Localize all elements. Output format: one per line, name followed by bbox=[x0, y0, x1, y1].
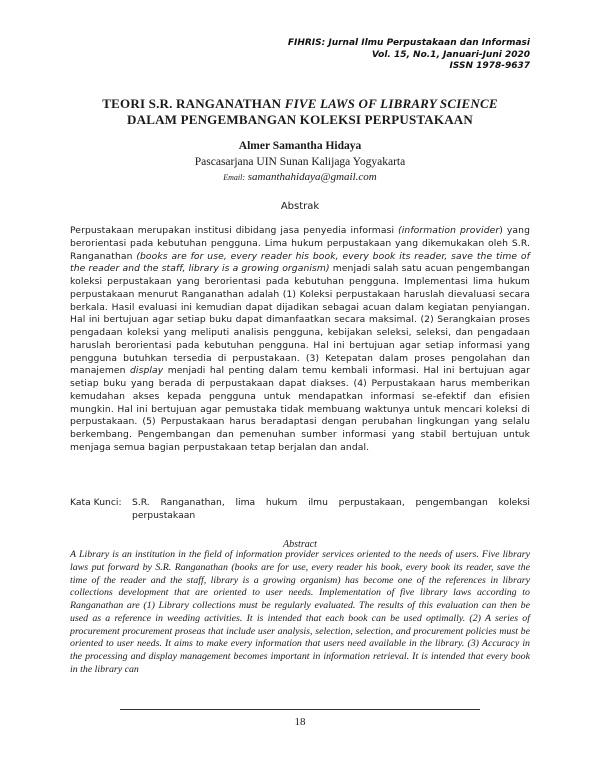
abstract-en-heading: Abstract bbox=[283, 539, 317, 550]
title-part-1: TEORI S.R. RANGANATHAN bbox=[102, 96, 282, 111]
abstract-id-body bbox=[70, 225, 530, 455]
author-email[interactable]: samanthahidaya@gmail.com bbox=[247, 171, 377, 183]
author-affiliation: Pascasarjana UIN Sunan Kalijaga Yogyakarta bbox=[194, 156, 406, 168]
author-name: Almer Samantha Hidaya bbox=[238, 140, 362, 152]
title-part-italic: FIVE LAWS OF LIBRARY SCIENCE bbox=[284, 96, 498, 111]
abstract-id-italic: display bbox=[129, 365, 164, 377]
abstract-id-italic: (information provider bbox=[398, 225, 500, 236]
page-number: 18 bbox=[294, 716, 306, 728]
title-part-2: DALAM PENGEMBANGAN KOLEKSI PERPUSTAKAAN bbox=[127, 112, 473, 127]
keywords bbox=[70, 497, 530, 523]
author-email-line bbox=[0, 171, 600, 183]
journal-issn: ISSN 1978-9637 bbox=[449, 61, 530, 71]
journal-name: FIHRIS: Jurnal Ilmu Perpustakaan dan Informasi bbox=[287, 38, 530, 48]
keywords-value: S.R. Ranganathan, lima hukum ilmu perpustakaan, pengembangan koleksi perpustakaan bbox=[132, 497, 530, 521]
abstract-id-text: ) yang berorientasi pada kebutuhan pengguna. Lima hukum perpustakaan yang dikemukakan oleh S.R. Ranganathan bbox=[70, 225, 531, 262]
abstract-id-heading: Abstrak bbox=[280, 201, 320, 212]
abstract-id-text: menjadi salah satu acuan pengembangan koleksi perpustakaan yang berorientasi pada kebutuhan pengguna. Implementasi lima hukum perpustakaan menurut Ranganathan adalah (1) Koleksi perpustakaan haruslah dievaluasi secara berkala. Hasil evaluasi ini kemudian dapat dijadikan sebagai acuan dalam kegiatan penyiangan. Hal ini bertujuan agar setiap buku dapat dimanfaatkan secara maksimal. (2) Serangkaian proses pengadaan koleksi yang meliputi analisis pengguna, kebijakan seleksi, seleksi, dan pengadaan haruslah berorientasi pada kebutuhan pengguna. Hal ini bertujuan agar setiap informasi yang pengguna butuhkan tersedia di perpustakaan. (3) Ketepatan dalam proses pengolahan dan manajemen bbox=[70, 263, 530, 377]
journal-volume: Vol. 15, No.1, Januari-Juni 2020 bbox=[371, 49, 530, 60]
abstract-en-body: A Library is an institution in the field of information provider services oriented to the needs of users. Five library laws put forward by S.R. Ranganathan (books are for use, every reader his book, every book its reader, save the time of the reader and the staff, library is a growing organism) has become one of the references in library collections development that are oriented to user needs. Implementation of five library laws according to Ranganathan are (1) Library collections must be regularly evaluated. The results of this evaluation can then be used as a reference in weeding activities. It is intended that each book can be used optimally. (2) A series of procurement procurement proseas that include user analysis, selection, selection, and procurement policies must be oriented to user needs. It aims to make every information that users need available in the library. (3) Accuracy in the processing and display management becomes important in information retrieval. It is intended that every book in the library can bbox=[70, 549, 530, 675]
paper-title bbox=[70, 96, 530, 128]
footer-divider bbox=[120, 709, 480, 710]
abstract-id-italic: (books are for use, every reader his book, every book its reader, save the time of the reader and the staff, library is a growing organism) bbox=[70, 250, 530, 275]
abstract-id-text: menjadi hal penting dalam temu kembali informasi. Hal ini bertujuan agar setiap buku yang berada di perpustakaan dapat diakses. (4) Perpustakaan harus memberikan kemudahan akses kepada pengguna untuk mendapatkan informasi se-efektif dan efisien mungkin. Hal ini bertujuan agar pemustaka tidak membuang waktunya untuk mencari koleksi di perpustakaan. (5) Perpustakaan harus beradaptasi dengan perubahan lingkungan yang selalu berkembang. Pengembangan dan pemenuhan sumber informasi yang stabil bertujuan untuk menjaga semua bagian perpustakaan tetap berjalan dan andal. bbox=[70, 365, 530, 453]
keywords-label: Kata Kunci: bbox=[70, 497, 122, 508]
journal-header bbox=[288, 38, 530, 73]
email-label: Email: bbox=[223, 173, 246, 182]
abstract-id-text: Perpustakaan merupakan institusi dibidang jasa penyedia informasi bbox=[70, 225, 399, 236]
